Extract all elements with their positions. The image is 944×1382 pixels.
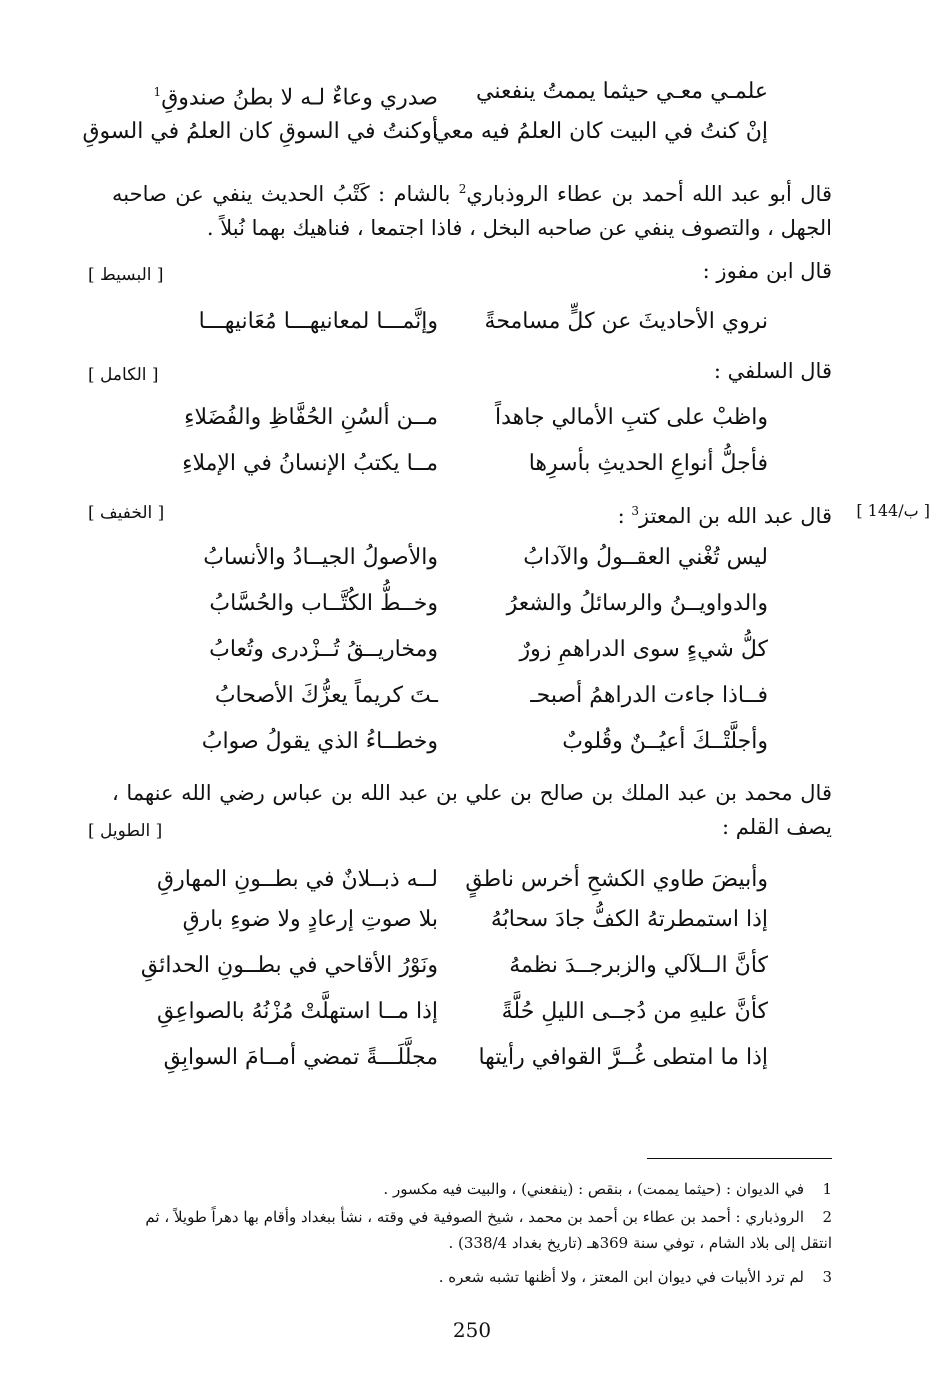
verse-first-hemistich: علمـي معـي حيثما يممتُ ينفعني bbox=[475, 79, 768, 104]
footnote-marker: 2 bbox=[458, 182, 467, 196]
verse-second-hemistich: ومخاريــقُ تُــزْدرى وتُعابُ bbox=[209, 637, 438, 662]
verse-line bbox=[0, 860, 944, 900]
footnote-marker: 3 bbox=[631, 504, 639, 518]
footnote-text: في الديوان : (حيثما يممت) ، بنقص : (ينفعني) ، والبيت فيه مكسور . bbox=[383, 1180, 804, 1198]
verse-first-hemistich: إذا ما امتطى غُــرَّ القوافي رأيتها bbox=[478, 1045, 768, 1070]
footnote-marker: 1 bbox=[153, 85, 162, 99]
verse-line bbox=[0, 302, 944, 342]
page-number: 250 bbox=[452, 1318, 492, 1342]
verse-first-hemistich: كأنَّ الــلآلي والزبرجــدَ نظمهُ bbox=[509, 953, 768, 978]
verse-line bbox=[0, 538, 944, 578]
verse-second-hemistich: ونَوْرُ الأقاحي في بطــونِ الحدائقِ bbox=[140, 953, 438, 978]
verse-first-hemistich: وأبيضَ طاوي الكشحِ أخرس ناطقٍ bbox=[465, 867, 768, 892]
verse-line bbox=[0, 992, 944, 1032]
verse-first-hemistich: فــاذا جاءت الدراهمُ أصبحـ bbox=[530, 683, 768, 708]
footnote-divider bbox=[647, 1158, 832, 1159]
verse-second-hemistich: والأصولُ الجيــادُ والأنسابُ bbox=[203, 545, 438, 570]
meter-label: [ الخفيف ] bbox=[88, 503, 165, 523]
verse-line bbox=[0, 444, 944, 484]
footnote-number: 2 bbox=[822, 1208, 832, 1226]
verse-first-hemistich: ليس تُغْني العقــولُ والآدابُ bbox=[523, 545, 768, 570]
poem-intro: قال السلفي : bbox=[713, 359, 832, 383]
verse-second-hemistich: بلا صوتِ إرعادٍ ولا ضوءِ بارقِ bbox=[182, 907, 438, 932]
verse-first-hemistich: والدواويــنُ والرسائلُ والشعرُ bbox=[506, 591, 768, 616]
meter-label: [ الكامل ] bbox=[88, 365, 159, 385]
verse-second-hemistich: ـتَ كريماً يعزُّكَ الأصحابُ bbox=[214, 683, 438, 708]
verse-first-hemistich: إنْ كنتُ في البيت كان العلمُ فيه معي bbox=[433, 119, 768, 144]
verse-line bbox=[0, 112, 944, 152]
verse-line bbox=[0, 72, 944, 112]
verse-first-hemistich: كلُّ شيءٍ سوى الدراهمِ زورٌ bbox=[519, 637, 768, 662]
verse-line bbox=[0, 584, 944, 624]
verse-second-hemistich: مجلَّلَـــةً تمضي أمــامَ السوابِقِ bbox=[163, 1045, 438, 1070]
verse-second-hemistich: وخــطُّ الكُتَّــاب والحُسَّابُ bbox=[209, 591, 438, 616]
verse-second-hemistich: مــا يكتبُ الإنسانُ في الإملاءِ bbox=[182, 451, 438, 476]
meter-label: [ الطويل ] bbox=[88, 821, 163, 841]
footnote bbox=[112, 1204, 832, 1256]
verse-second-hemistich: صدري وعاءٌ لـه لا بطنُ صندوقِ$^1$ bbox=[153, 85, 438, 111]
verse-line bbox=[0, 398, 944, 438]
poem-intro: قال عبد الله بن المعتز$^3$ : bbox=[617, 504, 832, 528]
verse-second-hemistich: وخطــاءُ الذي يقولُ صوابُ bbox=[201, 729, 438, 754]
verse-line bbox=[0, 946, 944, 986]
folio-marker: [ 144/ب ] bbox=[856, 501, 930, 520]
verse-second-hemistich: وإنَّمـــا لمعانيهـــا مُعَانيهـــا bbox=[198, 309, 438, 334]
footnote-text: الروذباري : أحمد بن عطاء بن أحمد بن محمد ، شيخ الصوفية في وقته ، نشأ ببغداد وأقام بها دهراً طويلاً ، ثم انتقل إلى بلاد الشام ، توفي سنة 369هـ (تاريخ بغداد 338/4) . bbox=[145, 1208, 832, 1252]
verse-line bbox=[0, 900, 944, 940]
footnote-number: 3 bbox=[822, 1268, 832, 1286]
footnote-text: لم ترد الأبيات في ديوان ابن المعتز ، ولا أظنها تشبه شعره . bbox=[438, 1268, 804, 1286]
footnote bbox=[112, 1264, 832, 1290]
verse-first-hemistich: إذا استمطرتهُ الكفُّ جادَ سحابُهُ bbox=[490, 907, 768, 932]
verse-second-hemistich: لــه ذبــلانٌ في بطــونِ المهارقِ bbox=[157, 867, 438, 892]
verse-second-hemistich: أوكنتُ في السوقِ كان العلمُ في السوقِ bbox=[82, 119, 438, 144]
verse-second-hemistich: إذا مــا استهلَّتْ مُزْنُهُ بالصواعِقِ bbox=[157, 999, 438, 1024]
poem-intro: قال محمد بن عبد الملك بن صالح بن علي بن عبد الله بن عباس رضي الله عنهما ، يصف القلم : bbox=[112, 781, 832, 839]
footnote bbox=[112, 1176, 832, 1202]
footnote-number: 1 bbox=[822, 1180, 832, 1198]
verse-first-hemistich: نروي الأحاديثَ عن كلٍّ مسامحةً bbox=[484, 309, 768, 334]
verse-first-hemistich: واظبْ على كتبِ الأمالي جاهداً bbox=[494, 405, 768, 430]
verse-line bbox=[0, 630, 944, 670]
verse-first-hemistich: كأنَّ عليهِ من دُجــى الليلِ حُلَّةً bbox=[501, 999, 768, 1024]
verse-line bbox=[0, 722, 944, 762]
verse-line bbox=[0, 676, 944, 716]
poem-intro: قال ابن مفوز : bbox=[702, 259, 832, 283]
verse-first-hemistich: فأجلُّ أنواعِ الحديثِ بأسرِها bbox=[528, 451, 768, 476]
verse-second-hemistich: مــن ألسُنِ الحُفَّاظِ والفُضَلاءِ bbox=[184, 405, 438, 430]
verse-line bbox=[0, 1038, 944, 1078]
prose-paragraph: قال أبو عبد الله أحمد بن عطاء الروذباري$^2$ بالشام : كَتْبُ الحديث ينفي عن صاحبه الجهل ، والتصوف ينفي عن صاحبه البخل ، فاذا اجتمعا ، فناهيك بهما نُبلاً . bbox=[112, 182, 832, 240]
verse-first-hemistich: وأجلَّتْــكَ أعيُــنٌ وقُلوبٌ bbox=[562, 729, 768, 754]
meter-label: [ البسيط ] bbox=[88, 265, 164, 285]
